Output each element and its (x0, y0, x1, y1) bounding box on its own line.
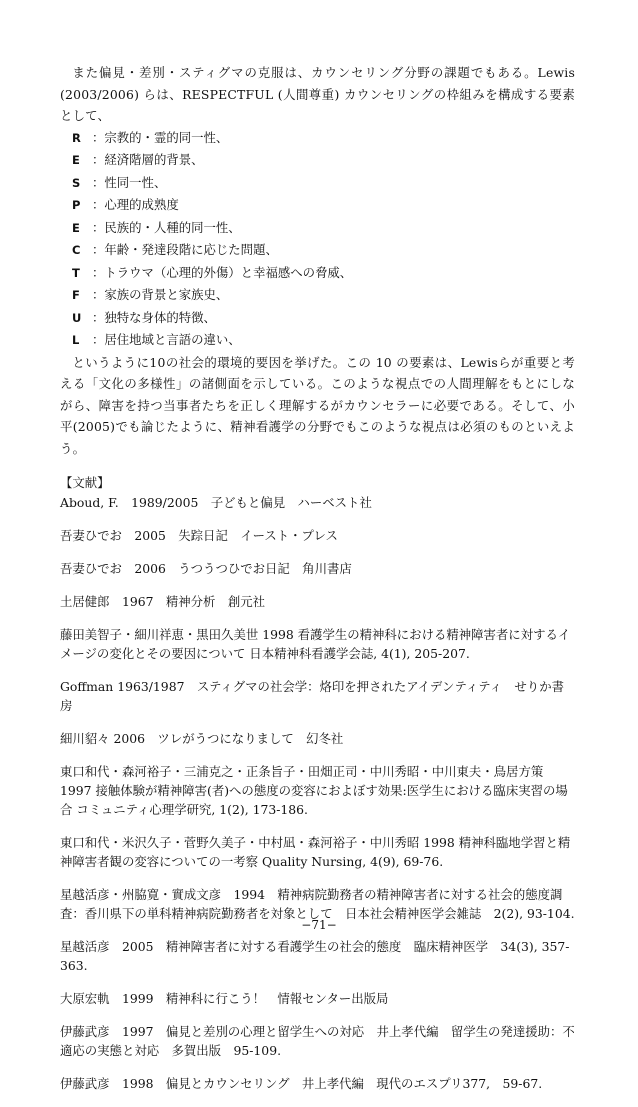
intro-paragraph: また偏見・差別・スティグマの克服は、カウンセリング分野の課題でもある。Lewis (2003/2006) らは、RESPECTFUL (人間尊重) カウンセリングの枠組みを構成する要素として、 (60, 65, 575, 123)
reference-entry: 吾妻ひでお 2006 うつうつひでお日記 角川書店 (60, 561, 352, 576)
element-key: E (72, 220, 80, 235)
reference-entry: 伊藤武彦 1998 偏見とカウンセリング 井上孝代編 現代のエスプリ377, 59-67. (60, 1076, 543, 1091)
element-item (60, 194, 575, 217)
reference-entry: 星越活彦・州脇寛・實成文彦 1994 精神病院勤務者の精神障害者に対する社会的態度調査：香川県下の単科精神病院勤務者を対象として 日本社会精神医学会雑誌 2(2), 93-104. (60, 887, 575, 921)
element-key: L (72, 333, 80, 347)
element-text: ：独特な身体的特徴、 (92, 309, 216, 325)
element-key: R (72, 130, 81, 145)
element-item (60, 149, 575, 172)
element-text: ：性同一性、 (92, 174, 167, 190)
element-item (60, 172, 575, 195)
element-key: S (72, 175, 81, 190)
reference-entry: 伊藤武彦 1997 偏見と差別の心理と留学生への対応 井上孝代編 留学生の発達援助：不適応の実態と対応 多賀出版 95-109. (60, 1024, 575, 1058)
reference-entry: Goffman 1963/1987 スティグマの社会学：烙印を押されたアイデンティティ せりか書房 (60, 679, 564, 713)
element-item (60, 329, 575, 352)
element-key: P (72, 198, 81, 212)
reference-entry: 吾妻ひでお 2005 失踪日記 イースト・プレス (60, 528, 338, 543)
element-text: ：民族的・人種的同一性、 (92, 219, 241, 235)
reference-entry: 星越活彦 2005 精神障害者に対する看護学生の社会的態度 臨床精神医学 34(3), 357-363. (60, 939, 570, 973)
element-key: U (72, 310, 82, 325)
element-text: ：心理的成熟度 (92, 197, 179, 212)
element-key: E (72, 153, 80, 167)
reference-entry: 大原宏軌 1999 精神科に行こう！ 情報センター出版局 (60, 991, 389, 1006)
reference-entry: 東口和代・森河裕子・三浦克之・正条旨子・田畑正司・中川秀昭・中川東夫・鳥居方策 1997 接触体験が精神障害(者)への態度の変容におよぼす効果:医学生における臨床実習の場合 コミュニティ心理学研究, 1(2), 173-186. (60, 764, 568, 817)
element-item (60, 307, 575, 330)
element-item (60, 127, 575, 150)
element-key: F (72, 288, 80, 302)
page-number: −71− (301, 918, 337, 932)
reference-entry: Aboud, F. 1989/2005 子どもと偏見 ハーベスト社 (60, 495, 372, 510)
element-text: ：家族の背景と家族史、 (92, 287, 229, 302)
element-text: ：経済階層的背景、 (92, 152, 204, 167)
element-text: ：年齢・発達段階に応じた問題、 (92, 242, 278, 257)
closing-paragraph: というように10の社会的環境的要因を挙げた。この 10 の要素は、Lewisらが重要と考える「文化の多様性」の諸側面を示している。このような視点での人間理解をもとにしながら、障害を持つ当事者たちを正しく理解するがカウンセラーに必要である。そして、小平(2005)でも論じたように、精神看護学の分野でもこのような視点は必須のものといえよう。 (60, 354, 575, 456)
element-text: ：トラウマ（心理的外傷）と幸福感への脅威、 (92, 264, 353, 280)
reference-list (60, 493, 575, 1093)
reference-entry: 藤田美智子・細川祥恵・黒田久美世 1998 看護学生の精神科における精神障害者に対するイメージの変化とその要因について 日本精神科看護学会誌, 4(1), 205-207. (60, 627, 571, 661)
element-item (60, 262, 575, 285)
element-item (60, 284, 575, 307)
element-text: ：宗教的・霊的同一性、 (92, 129, 229, 145)
references-heading: 【文献】 (60, 475, 110, 490)
reference-entry: 土居健郎 1967 精神分析 創元社 (60, 594, 266, 609)
element-item (60, 239, 575, 262)
element-key: C (72, 243, 81, 257)
element-item (60, 217, 575, 240)
reference-entry: 細川貂々 2006 ツレがうつになりまして 幻冬社 (60, 731, 344, 746)
respectful-element-list (60, 127, 575, 352)
reference-entry: 東口和代・米沢久子・菅野久美子・中村凪・森河裕子・中川秀昭 1998 精神科臨地学習と精神障害者観の変容についての一考察 Quality Nursing, 4(9), 69-76. (60, 835, 571, 869)
page-body (60, 62, 575, 1107)
element-text: ：居住地域と言語の違い、 (92, 332, 241, 347)
element-key: T (72, 265, 80, 280)
